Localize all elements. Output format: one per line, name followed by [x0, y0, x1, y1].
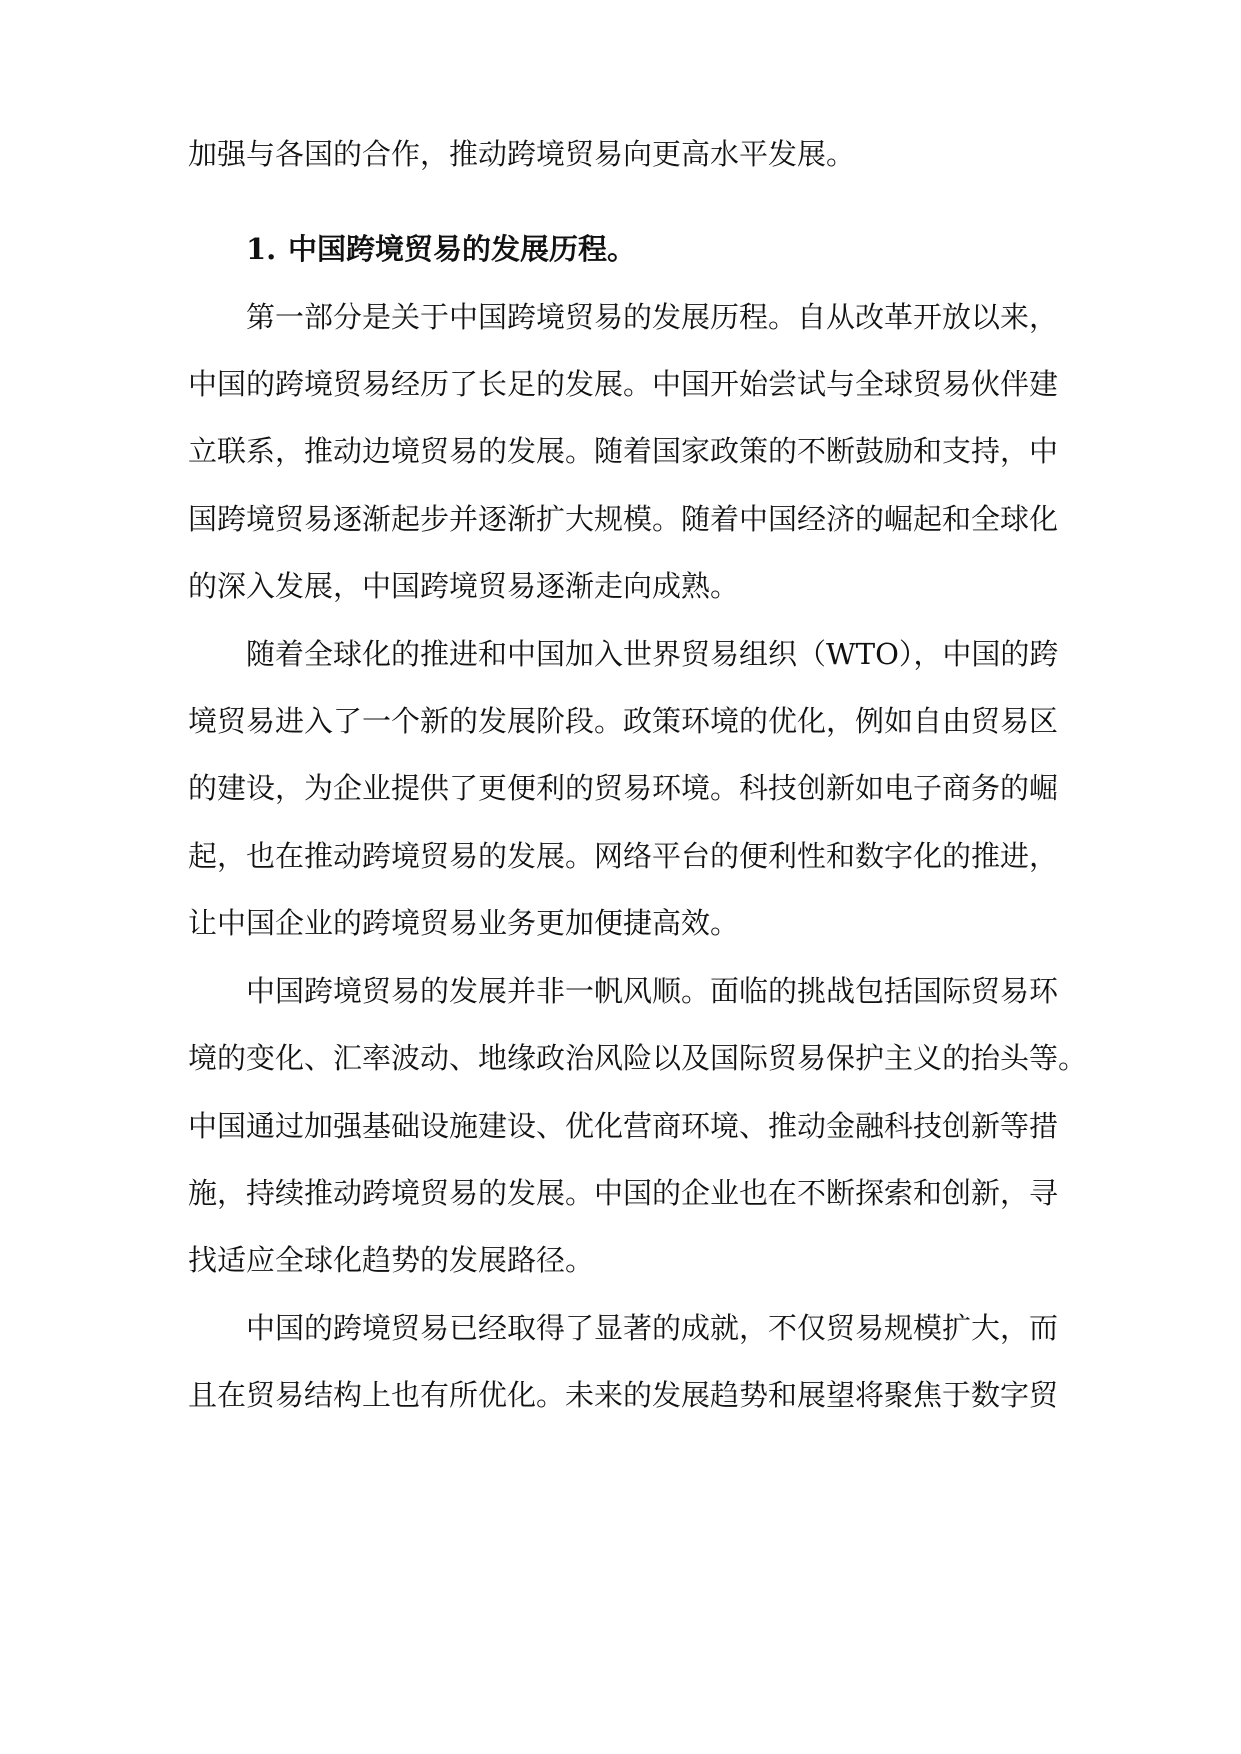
opening-line: 加强与各国的合作，推动跨境贸易向更高水平发展。	[188, 137, 856, 171]
paragraph-3-line-5: 找适应全球化趋势的发展路径。	[188, 1243, 595, 1277]
paragraph-1-line-1: 第一部分是关于中国跨境贸易的发展历程。自从改革开放以来，	[246, 300, 1059, 334]
paragraph-4-line-2: 且在贸易结构上也有所优化。未来的发展趋势和展望将聚焦于数字贸	[188, 1378, 1059, 1412]
paragraph-2-line-4: 起，也在推动跨境贸易的发展。网络平台的便利性和数字化的推进，	[188, 839, 1059, 873]
paragraph-3-line-4: 施，持续推动跨境贸易的发展。中国的企业也在不断探索和创新，寻	[188, 1176, 1059, 1210]
paragraph-2-line-1: 随着全球化的推进和中国加入世界贸易组织（WTO），中国的跨	[246, 637, 1059, 671]
paragraph-3-line-1: 中国跨境贸易的发展并非一帆风顺。面临的挑战包括国际贸易环	[246, 974, 1059, 1008]
paragraph-1-line-4: 国跨境贸易逐渐起步并逐渐扩大规模。随着中国经济的崛起和全球化	[188, 502, 1059, 536]
section-heading	[246, 229, 1054, 269]
paragraph-1-line-2: 中国的跨境贸易经历了长足的发展。中国开始尝试与全球贸易伙伴建	[188, 367, 1059, 401]
paragraph-3-line-3: 中国通过加强基础设施建设、优化营商环境、推动金融科技创新等措	[188, 1109, 1059, 1143]
section-number: 1.	[246, 232, 277, 266]
section-title: 中国跨境贸易的发展历程。	[288, 232, 637, 266]
paragraph-1-line-3: 立联系，推动边境贸易的发展。随着国家政策的不断鼓励和支持，中	[188, 434, 1059, 468]
paragraph-4-line-1: 中国的跨境贸易已经取得了显著的成就，不仅贸易规模扩大，而	[246, 1311, 1059, 1345]
paragraph-2-line-5: 让中国企业的跨境贸易业务更加便捷高效。	[188, 906, 740, 940]
paragraph-3-line-2: 境的变化、汇率波动、地缘政治风险以及国际贸易保护主义的抬头等。	[188, 1041, 1088, 1075]
paragraph-1-line-5: 的深入发展，中国跨境贸易逐渐走向成熟。	[188, 569, 740, 603]
paragraph-2-line-3: 的建设，为企业提供了更便利的贸易环境。科技创新如电子商务的崛	[188, 771, 1059, 805]
paragraph-2-line-2: 境贸易进入了一个新的发展阶段。政策环境的优化，例如自由贸易区	[188, 704, 1059, 738]
